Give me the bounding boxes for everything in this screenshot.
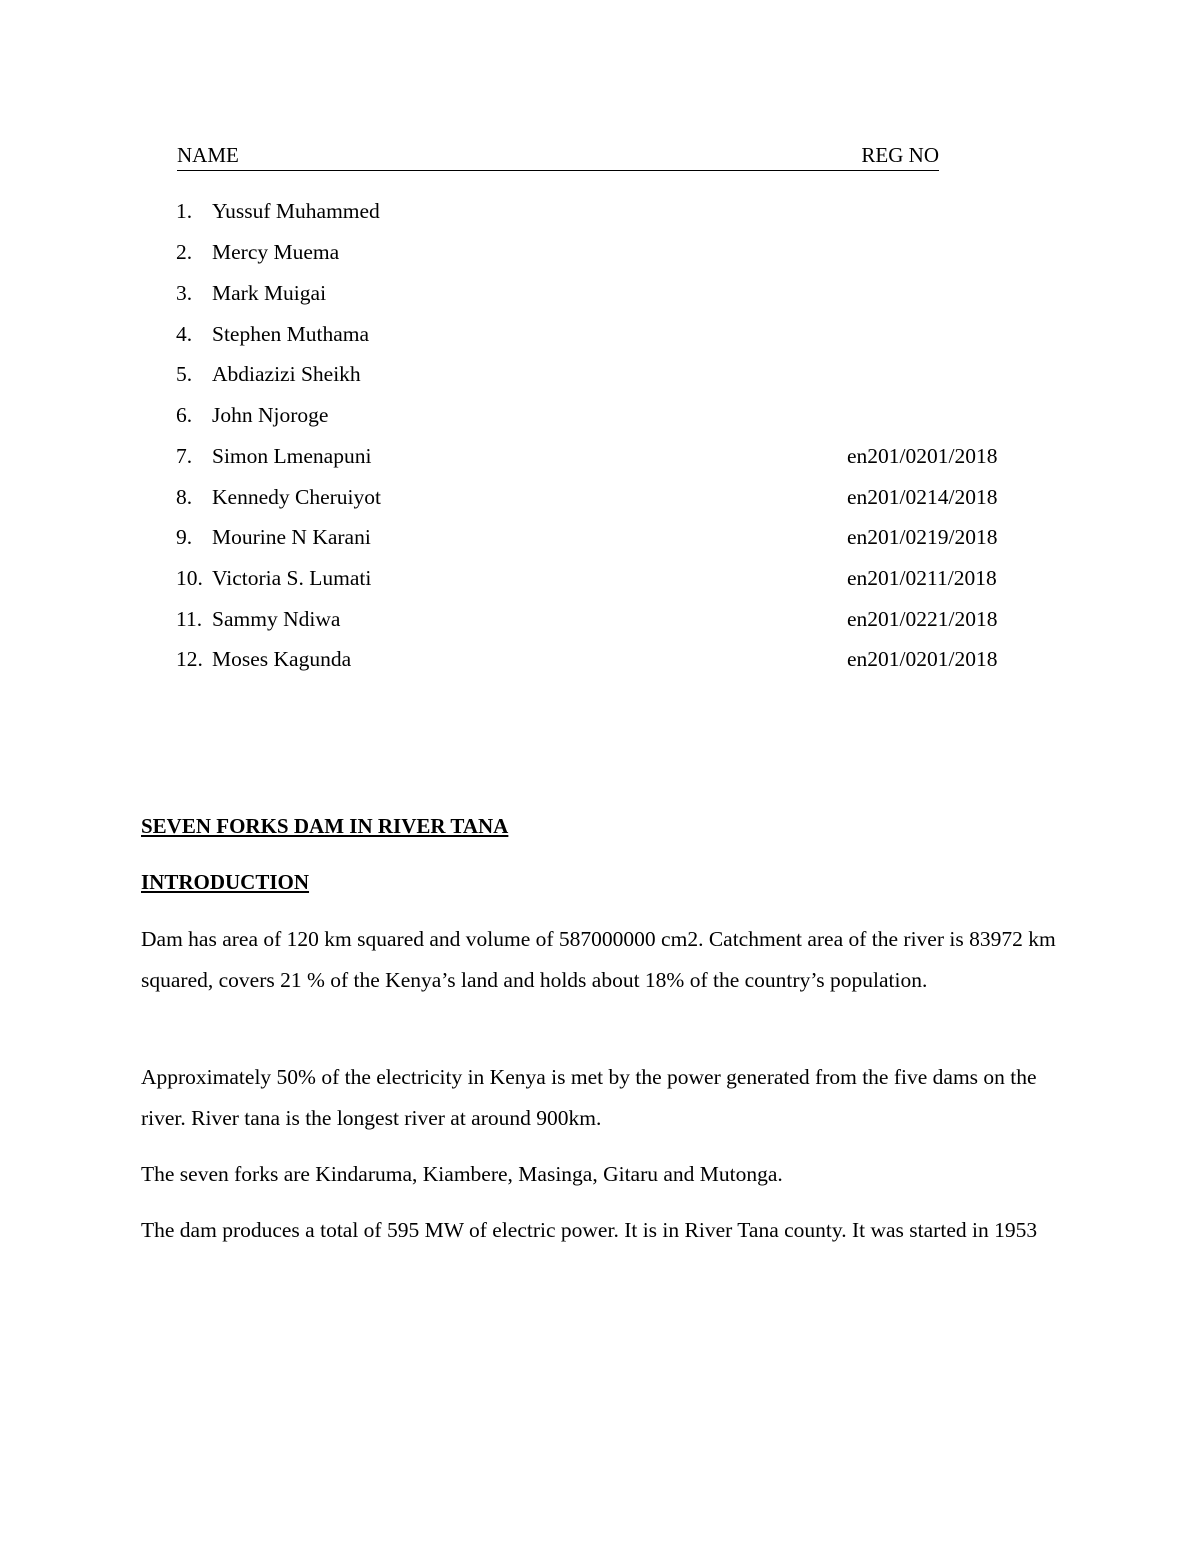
member-number: 1.	[176, 199, 193, 223]
member-number: 4.	[176, 322, 193, 346]
member-row	[0, 482, 1200, 512]
member-row	[0, 522, 1200, 552]
member-row	[0, 196, 1200, 226]
member-number: 2.	[176, 240, 193, 264]
member-reg-no: en201/0221/2018	[847, 607, 998, 631]
member-number: 8.	[176, 485, 193, 509]
member-number: 12.	[176, 647, 203, 671]
member-name: Moses Kagunda	[212, 647, 352, 671]
member-row	[0, 563, 1200, 593]
member-number: 7.	[176, 444, 193, 468]
reg-no-column-header: REG NO	[861, 143, 939, 167]
name-column-header: NAME	[177, 143, 239, 167]
member-number: 5.	[176, 362, 193, 386]
member-number: 3.	[176, 281, 193, 305]
member-name: Yussuf Muhammed	[212, 199, 380, 223]
member-row	[0, 400, 1200, 430]
member-name: Simon Lmenapuni	[212, 444, 372, 468]
member-row	[0, 604, 1200, 634]
member-reg-no: en201/0211/2018	[847, 566, 997, 590]
paragraph-electricity: Approximately 50% of the electricity in Kenya is met by the power generated from the five dams on the river. River tana is the longest river at around 900km.	[141, 1065, 1037, 1130]
introduction-heading: INTRODUCTION	[141, 870, 310, 894]
member-name: Mercy Muema	[212, 240, 340, 264]
member-row	[0, 278, 1200, 308]
member-reg-no: en201/0201/2018	[847, 647, 998, 671]
member-row	[0, 237, 1200, 267]
member-name: Stephen Muthama	[212, 322, 370, 346]
member-row	[0, 644, 1200, 674]
member-number: 9.	[176, 525, 193, 549]
member-name: Sammy Ndiwa	[212, 607, 341, 631]
member-number: 6.	[176, 403, 193, 427]
paragraph-power-output: The dam produces a total of 595 MW of electric power. It is in River Tana county. It was started in 1953	[141, 1218, 1038, 1242]
member-name: Kennedy Cheruiyot	[212, 485, 381, 509]
member-table-header	[177, 143, 939, 171]
member-reg-no: en201/0214/2018	[847, 485, 998, 509]
member-name: Victoria S. Lumati	[212, 566, 372, 590]
member-name: Mark Muigai	[212, 281, 327, 305]
member-name: Mourine N Karani	[212, 525, 371, 549]
document-title: SEVEN FORKS DAM IN RIVER TANA	[141, 814, 509, 838]
member-reg-no: en201/0201/2018	[847, 444, 998, 468]
member-name: John Njoroge	[212, 403, 329, 427]
member-row	[0, 441, 1200, 471]
member-number: 10.	[176, 566, 203, 590]
paragraph-seven-forks: The seven forks are Kindaruma, Kiambere, Masinga, Gitaru and Mutonga.	[141, 1162, 783, 1186]
member-name: Abdiazizi Sheikh	[212, 362, 361, 386]
member-reg-no: en201/0219/2018	[847, 525, 998, 549]
paragraph-dam-area: Dam has area of 120 km squared and volume of 587000000 cm2. Catchment area of the river is 83972 km squared, covers 21 % of the Kenya’s land and holds about 18% of the country’s population.	[141, 927, 1056, 992]
member-row	[0, 359, 1200, 389]
member-number: 11.	[176, 607, 203, 631]
member-row	[0, 319, 1200, 349]
